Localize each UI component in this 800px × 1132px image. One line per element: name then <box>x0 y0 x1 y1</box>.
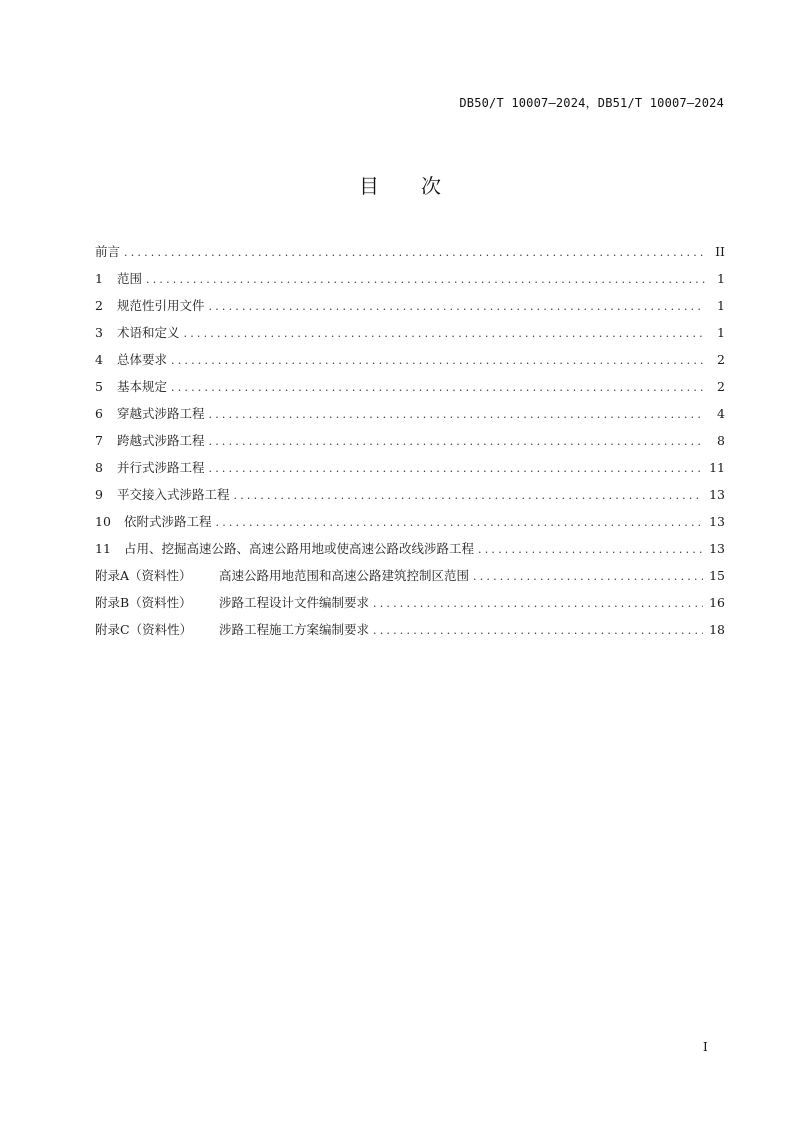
toc-entry-text: 基本规定 <box>117 379 168 394</box>
toc-entry-appendix-c[interactable] <box>95 620 725 647</box>
toc-entry-number: 5 <box>95 379 103 394</box>
toc-entry-text: 术语和定义 <box>117 325 180 340</box>
page-title-char-2: 次 <box>421 174 441 198</box>
toc-entry-number: 8 <box>95 460 103 475</box>
standard-code-header: DB50/T 10007—2024，DB51/T 10007—2024 <box>459 96 724 110</box>
toc-entry-4[interactable] <box>95 350 725 377</box>
toc-dot-leader <box>146 270 705 290</box>
toc-page-number: 18 <box>709 622 725 637</box>
toc-page-number: 11 <box>709 460 725 475</box>
toc-dot-leader <box>373 621 703 641</box>
toc-entry-text: 占用、挖掘高速公路、高速公路用地或使高速公路改线涉路工程 <box>124 541 475 556</box>
toc-page-number: 4 <box>717 406 725 421</box>
toc-dot-leader <box>184 324 705 344</box>
toc-entry-1[interactable] <box>95 269 725 296</box>
page-title-char-1: 目 <box>359 174 379 198</box>
toc-entry-number: 9 <box>95 487 103 502</box>
toc-dot-leader <box>209 459 704 479</box>
toc-entry-text: 跨越式涉路工程 <box>117 433 205 448</box>
toc-page-number: II <box>715 244 725 259</box>
toc-page-number: 2 <box>717 352 725 367</box>
toc-dot-leader <box>171 378 705 398</box>
toc-dot-leader <box>209 432 705 452</box>
toc-entry-number: 4 <box>95 352 103 367</box>
toc-entry-number: 1 <box>95 271 103 286</box>
toc-dot-leader <box>216 513 704 533</box>
toc-page-number: 1 <box>717 298 725 313</box>
toc-entry-text: 总体要求 <box>117 352 168 367</box>
toc-page-number: 16 <box>709 595 725 610</box>
page-title <box>0 170 800 199</box>
toc-dot-leader <box>124 243 705 263</box>
toc-entry-text: 平交接入式涉路工程 <box>117 487 230 502</box>
toc-entry-text: 规范性引用文件 <box>117 298 205 313</box>
toc-page-number: 1 <box>717 271 725 286</box>
toc-entry-appendix-b[interactable] <box>95 593 725 620</box>
toc-page-number: 8 <box>717 433 725 448</box>
toc-entry-text: 前言 <box>95 244 121 259</box>
toc-appendix-label: 附录B（资料性） <box>95 595 192 610</box>
toc-appendix-label: 附录C（资料性） <box>95 622 193 637</box>
toc-page-number: 1 <box>717 325 725 340</box>
toc-entry-number: 7 <box>95 433 103 448</box>
toc-entry-number: 10 <box>95 514 111 529</box>
toc-entry-2[interactable] <box>95 296 725 323</box>
toc-entry-7[interactable] <box>95 431 725 458</box>
toc-dot-leader <box>473 567 703 587</box>
toc-dot-leader <box>478 540 703 560</box>
toc-entry-appendix-a[interactable] <box>95 566 725 593</box>
toc-entry-text: 范围 <box>117 271 143 286</box>
toc-entry-text: 高速公路用地范围和高速公路建筑控制区范围 <box>219 568 470 583</box>
toc-entry-text: 并行式涉路工程 <box>117 460 205 475</box>
toc-entry-text: 涉路工程施工方案编制要求 <box>219 622 370 637</box>
toc-entry-text: 涉路工程设计文件编制要求 <box>219 595 370 610</box>
toc-entry-8[interactable] <box>95 458 725 485</box>
toc-entry-number: 2 <box>95 298 103 313</box>
toc-entry-number: 3 <box>95 325 103 340</box>
toc-page-number: 13 <box>709 541 725 556</box>
toc-entry-9[interactable] <box>95 485 725 512</box>
toc-entry-number: 11 <box>95 541 111 556</box>
toc-page-number: 13 <box>709 487 725 502</box>
table-of-contents <box>95 242 725 647</box>
toc-entry-10[interactable] <box>95 512 725 539</box>
toc-entry-number: 6 <box>95 406 103 421</box>
toc-entry-foreword[interactable] <box>95 242 725 269</box>
toc-entry-text: 依附式涉路工程 <box>124 514 212 529</box>
toc-appendix-label: 附录A（资料性） <box>95 568 192 583</box>
toc-page-number: 2 <box>717 379 725 394</box>
toc-page-number: 13 <box>709 514 725 529</box>
page-number-footer: I <box>703 1040 708 1054</box>
toc-page-number: 15 <box>709 568 725 583</box>
toc-dot-leader <box>373 594 703 614</box>
toc-entry-3[interactable] <box>95 323 725 350</box>
toc-entry-5[interactable] <box>95 377 725 404</box>
toc-entry-6[interactable] <box>95 404 725 431</box>
toc-dot-leader <box>171 351 705 371</box>
toc-dot-leader <box>209 297 705 317</box>
toc-entry-text: 穿越式涉路工程 <box>117 406 205 421</box>
toc-dot-leader <box>209 405 705 425</box>
toc-dot-leader <box>234 486 704 506</box>
toc-entry-11[interactable] <box>95 539 725 566</box>
